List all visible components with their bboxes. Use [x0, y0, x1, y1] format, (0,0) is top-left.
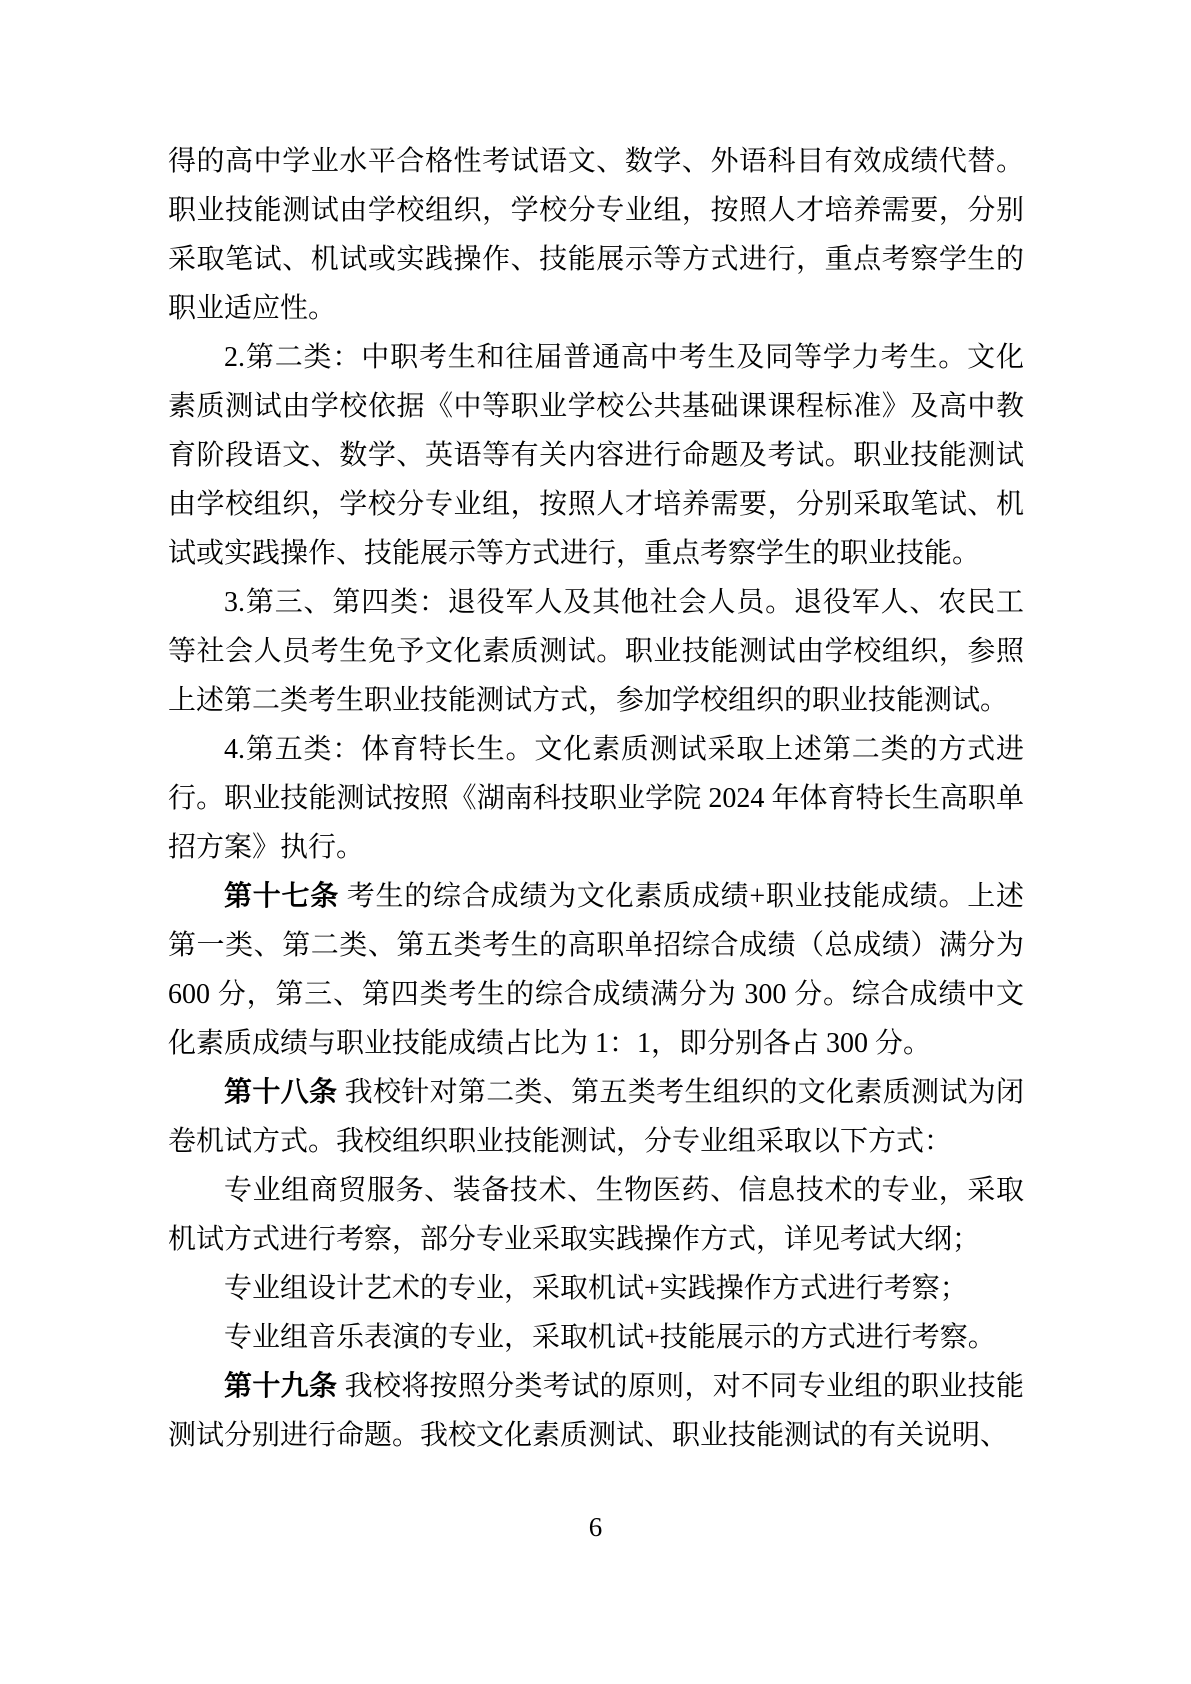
- text-run: 我校将按照分类考试的原则，对不同专业组的职业技能测试分别进行命题。我校文化素质测试、职业技能测试的有关说明、: [168, 1371, 1024, 1451]
- text-run: 我校针对第二类、第五类考生组织的文化素质测试为闭卷机试方式。我校组织职业技能测试，分专业组采取以下方式：: [168, 1077, 1024, 1157]
- paragraph: [168, 872, 1024, 1068]
- paragraph: [168, 1362, 1024, 1460]
- text-run: 专业组设计艺术的专业，采取机试+实践操作方式进行考察；: [224, 1273, 968, 1304]
- article-heading: 第十九条: [224, 1371, 338, 1402]
- text-run: 得的高中学业水平合格性考试语文、数学、外语科目有效成绩代替。职业技能测试由学校组织，学校分专业组，按照人才培养需要，分别采取笔试、机试或实践操作、技能展示等方式进行，重点考察学生的职业适应性。: [168, 146, 1024, 324]
- article-heading: 第十八条: [224, 1077, 338, 1108]
- text-run: 4.第五类：体育特长生。文化素质测试采取上述第二类的方式进行。职业技能测试按照《湖南科技职业学院 2024 年体育特长生高职单招方案》执行。: [168, 734, 1024, 863]
- text-run: 考生的综合成绩为文化素质成绩+职业技能成绩。上述第一类、第二类、第五类考生的高职单招综合成绩（总成绩）满分为 600 分，第三、第四类考生的综合成绩满分为 300 分。综合成绩中文化素质成绩与职业技能成绩占比为 1：1，即分别各占 300 分。: [168, 881, 1024, 1059]
- document-body: [168, 137, 1024, 1460]
- paragraph: [168, 1313, 1024, 1362]
- text-run: 专业组音乐表演的专业，采取机试+技能展示的方式进行考察。: [224, 1322, 996, 1353]
- page-number: 6: [588, 1512, 603, 1542]
- text-run: 3.第三、第四类：退役军人及其他社会人员。退役军人、农民工等社会人员考生免予文化素质测试。职业技能测试由学校组织，参照上述第二类考生职业技能测试方式，参加学校组织的职业技能测试。: [168, 587, 1024, 716]
- paragraph: [168, 1166, 1024, 1264]
- paragraph: [168, 137, 1024, 333]
- paragraph: [168, 333, 1024, 578]
- paragraph: [168, 1068, 1024, 1166]
- article-heading: 第十七条: [224, 881, 340, 912]
- paragraph: [168, 725, 1024, 872]
- text-run: 专业组商贸服务、装备技术、生物医药、信息技术的专业，采取机试方式进行考察，部分专业采取实践操作方式，详见考试大纲；: [168, 1175, 1024, 1255]
- paragraph: [168, 1264, 1024, 1313]
- text-run: 2.第二类：中职考生和往届普通高中考生及同等学力考生。文化素质测试由学校依据《中等职业学校公共基础课课程标准》及高中教育阶段语文、数学、英语等有关内容进行命题及考试。职业技能测试由学校组织，学校分专业组，按照人才培养需要，分别采取笔试、机试或实践操作、技能展示等方式进行，重点考察学生的职业技能。: [168, 342, 1024, 569]
- paragraph: [168, 578, 1024, 725]
